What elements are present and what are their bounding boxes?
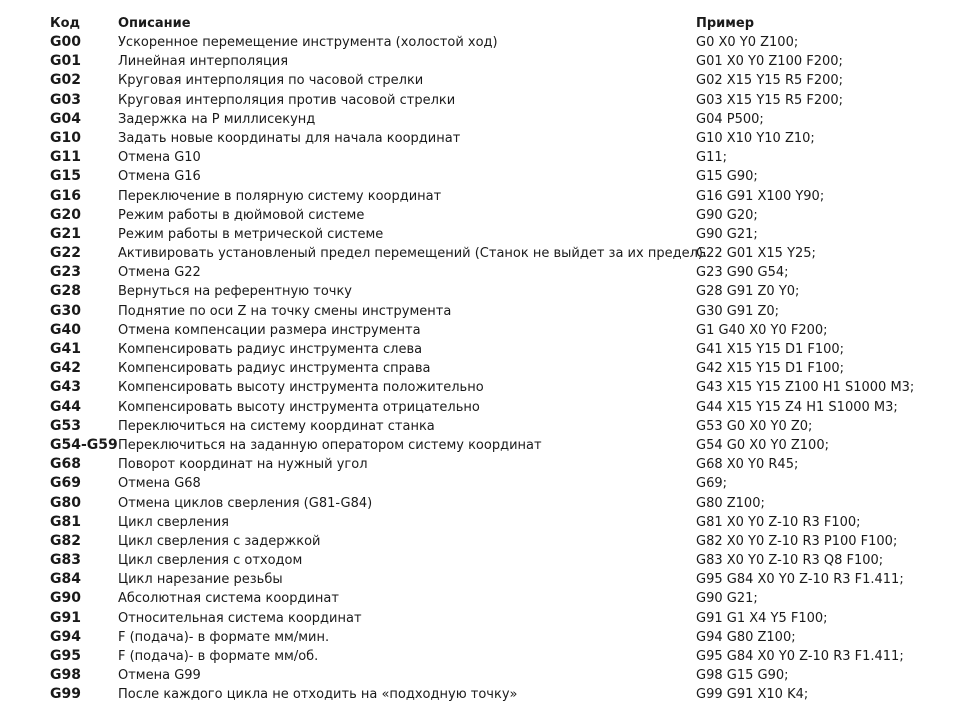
- description-cell: Переключиться на заданную оператором систему координат: [118, 437, 542, 453]
- table-row: [50, 206, 950, 225]
- example-cell: G43 X15 Y15 Z100 H1 S1000 M3;: [696, 380, 915, 396]
- description-cell: Линейная интерполяция: [118, 54, 289, 70]
- gcode-table: [50, 14, 950, 705]
- table-row: [50, 129, 950, 148]
- code-cell: G01: [50, 53, 81, 70]
- code-cell: G40: [50, 321, 81, 338]
- code-cell: G90: [50, 590, 81, 607]
- example-cell: G98 G15 G90;: [696, 668, 789, 684]
- description-cell: Компенсировать радиус инструмента слева: [118, 342, 423, 357]
- table-row: [50, 244, 950, 263]
- code-cell: G11: [50, 149, 81, 166]
- example-cell: G42 X15 Y15 D1 F100;: [696, 361, 845, 377]
- example-cell: G90 G21;: [696, 226, 758, 242]
- code-cell: G69: [50, 475, 81, 492]
- table-row: [50, 455, 950, 474]
- description-cell: Режим работы в метрической системе: [118, 226, 384, 242]
- code-cell: G95: [50, 648, 81, 664]
- description-cell: Отмена G22: [118, 265, 201, 281]
- code-cell: G98: [50, 667, 81, 684]
- table-row: [50, 551, 950, 570]
- code-cell: G44: [50, 398, 81, 415]
- description-cell: Абсолютная система координат: [118, 591, 339, 607]
- code-cell: G20: [50, 206, 81, 223]
- table-row: [50, 378, 950, 397]
- table-row: [50, 609, 950, 628]
- description-cell: Переключиться на систему координат станка: [118, 418, 435, 434]
- example-cell: G69;: [696, 476, 727, 492]
- code-cell: G28: [50, 283, 81, 300]
- code-cell: G23: [50, 264, 81, 281]
- table-row: [50, 225, 950, 244]
- table-row: [50, 685, 950, 704]
- example-cell: G53 G0 X0 Y0 Z0;: [696, 418, 813, 434]
- description-cell: Задержка на P миллисекунд: [118, 111, 316, 127]
- code-cell: G80: [50, 494, 81, 511]
- description-cell: Компенсировать радиус инструмента справа: [118, 361, 431, 377]
- table-row: [50, 628, 950, 647]
- example-cell: G11;: [696, 150, 727, 166]
- code-cell: G10: [50, 129, 81, 146]
- example-cell: G94 G80 Z100;: [696, 629, 796, 645]
- table-row: [50, 398, 950, 417]
- example-cell: G91 G1 X4 Y5 F100;: [696, 610, 828, 626]
- description-cell: После каждого цикла не отходить на «подходную точку»: [118, 687, 518, 703]
- code-cell: G83: [50, 552, 81, 569]
- description-cell: Круговая интерполяция против часовой стрелки: [118, 92, 456, 108]
- example-cell: G95 G84 X0 Y0 Z-10 R3 F1.411;: [696, 649, 904, 664]
- table-row: [50, 302, 950, 321]
- table-header: [50, 14, 950, 33]
- description-cell: Цикл сверления: [118, 514, 229, 530]
- description-cell: Цикл нарезание резьбы: [118, 572, 283, 588]
- example-cell: G23 G90 G54;: [696, 265, 789, 281]
- table-row: [50, 167, 950, 186]
- code-cell: G16: [50, 187, 81, 204]
- description-cell: Режим работы в дюймовой системе: [118, 207, 365, 223]
- description-cell: Активировать установленый предел перемещений (Станок не выйдет за их предел).: [118, 246, 708, 262]
- description-cell: Отмена G16: [118, 169, 201, 185]
- table-row: [50, 340, 950, 359]
- description-cell: Отмена G68: [118, 476, 201, 492]
- description-cell: Компенсировать высоту инструмента отрицательно: [118, 399, 480, 415]
- example-cell: G28 G91 Z0 Y0;: [696, 284, 800, 300]
- description-cell: F (подача)- в формате мм/мин.: [118, 629, 330, 645]
- description-cell: Поворот координат на нужный угол: [118, 457, 368, 473]
- code-cell: G00: [50, 34, 81, 50]
- code-cell: G53: [50, 417, 81, 434]
- example-cell: G04 P500;: [696, 111, 764, 127]
- table-row: [50, 589, 950, 608]
- example-cell: G16 G91 X100 Y90;: [696, 188, 825, 204]
- header-example: Пример: [696, 16, 755, 31]
- table-row: [50, 359, 950, 378]
- description-cell: Отмена G10: [118, 150, 201, 166]
- code-cell: G84: [50, 571, 81, 588]
- example-cell: G81 X0 Y0 Z-10 R3 F100;: [696, 514, 861, 530]
- description-cell: Ускоренное перемещение инструмента (холостой ход): [118, 35, 498, 50]
- table-row: [50, 647, 950, 666]
- table-row: [50, 417, 950, 436]
- table-row: [50, 436, 950, 455]
- example-cell: G54 G0 X0 Y0 Z100;: [696, 437, 829, 453]
- example-cell: G15 G90;: [696, 169, 758, 185]
- code-cell: G54-G59: [50, 436, 118, 453]
- description-cell: Вернуться на референтную точку: [118, 284, 352, 300]
- code-cell: G04: [50, 110, 81, 127]
- header-code: Код: [50, 16, 81, 31]
- example-cell: G01 X0 Y0 Z100 F200;: [696, 54, 843, 70]
- example-cell: G03 X15 Y15 R5 F200;: [696, 92, 844, 108]
- description-cell: Отмена G99: [118, 668, 201, 684]
- description-cell: F (подача)- в формате мм/об.: [118, 649, 319, 664]
- code-cell: G99: [50, 686, 81, 703]
- code-cell: G42: [50, 360, 81, 377]
- example-cell: G02 X15 Y15 R5 F200;: [696, 73, 844, 89]
- code-cell: G02: [50, 72, 81, 89]
- description-cell: Компенсировать высоту инструмента положительно: [118, 380, 484, 396]
- table-body: [50, 33, 950, 705]
- code-cell: G94: [50, 628, 81, 645]
- table-row: [50, 474, 950, 493]
- example-cell: G10 X10 Y10 Z10;: [696, 130, 815, 146]
- example-cell: G90 G20;: [696, 207, 758, 223]
- description-cell: Поднятие по оси Z на точку смены инструмента: [118, 303, 452, 319]
- example-cell: G90 G21;: [696, 591, 758, 607]
- code-cell: G91: [50, 609, 81, 626]
- table-row: [50, 570, 950, 589]
- header-description: Описание: [118, 16, 191, 31]
- table-row: [50, 52, 950, 71]
- table-row: [50, 91, 950, 110]
- table-row: [50, 187, 950, 206]
- code-cell: G22: [50, 245, 81, 262]
- description-cell: Переключение в полярную систему координат: [118, 188, 442, 204]
- table-row: [50, 494, 950, 513]
- code-cell: G15: [50, 168, 81, 185]
- description-cell: Задать новые координаты для начала координат: [118, 130, 461, 146]
- code-cell: G81: [50, 513, 81, 530]
- code-cell: G43: [50, 379, 81, 396]
- code-cell: G41: [50, 341, 81, 357]
- example-cell: G83 X0 Y0 Z-10 R3 Q8 F100;: [696, 553, 884, 569]
- example-cell: G30 G91 Z0;: [696, 303, 780, 319]
- example-cell: G1 G40 X0 Y0 F200;: [696, 322, 828, 338]
- example-cell: G68 X0 Y0 R45;: [696, 457, 799, 473]
- example-cell: G22 G01 X15 Y25;: [696, 246, 816, 262]
- table-row: [50, 148, 950, 167]
- description-cell: Отмена компенсации размера инструмента: [118, 322, 421, 338]
- code-cell: G30: [50, 302, 81, 319]
- description-cell: Цикл сверления с отходом: [118, 553, 303, 569]
- example-cell: G99 G91 X10 K4;: [696, 687, 809, 703]
- table-row: [50, 33, 950, 52]
- example-cell: G80 Z100;: [696, 495, 765, 511]
- code-cell: G21: [50, 225, 81, 242]
- example-cell: G95 G84 X0 Y0 Z-10 R3 F1.411;: [696, 572, 904, 588]
- description-cell: Отмена циклов сверления (G81-G84): [118, 495, 373, 511]
- table-row: [50, 263, 950, 282]
- description-cell: Цикл сверления с задержкой: [118, 533, 321, 549]
- code-cell: G68: [50, 456, 81, 473]
- table-row: [50, 110, 950, 129]
- table-row: [50, 71, 950, 90]
- table-row: [50, 282, 950, 301]
- example-cell: G41 X15 Y15 D1 F100;: [696, 342, 845, 357]
- description-cell: Круговая интерполяция по часовой стрелки: [118, 73, 424, 89]
- code-cell: G03: [50, 91, 81, 108]
- table-row: [50, 321, 950, 340]
- code-cell: G82: [50, 532, 81, 549]
- table-row: [50, 532, 950, 551]
- description-cell: Относительная система координат: [118, 610, 362, 626]
- example-cell: G44 X15 Y15 Z4 H1 S1000 M3;: [696, 399, 898, 415]
- example-cell: G0 X0 Y0 Z100;: [696, 35, 799, 50]
- table-row: [50, 513, 950, 532]
- example-cell: G82 X0 Y0 Z-10 R3 P100 F100;: [696, 533, 898, 549]
- table-row: [50, 666, 950, 685]
